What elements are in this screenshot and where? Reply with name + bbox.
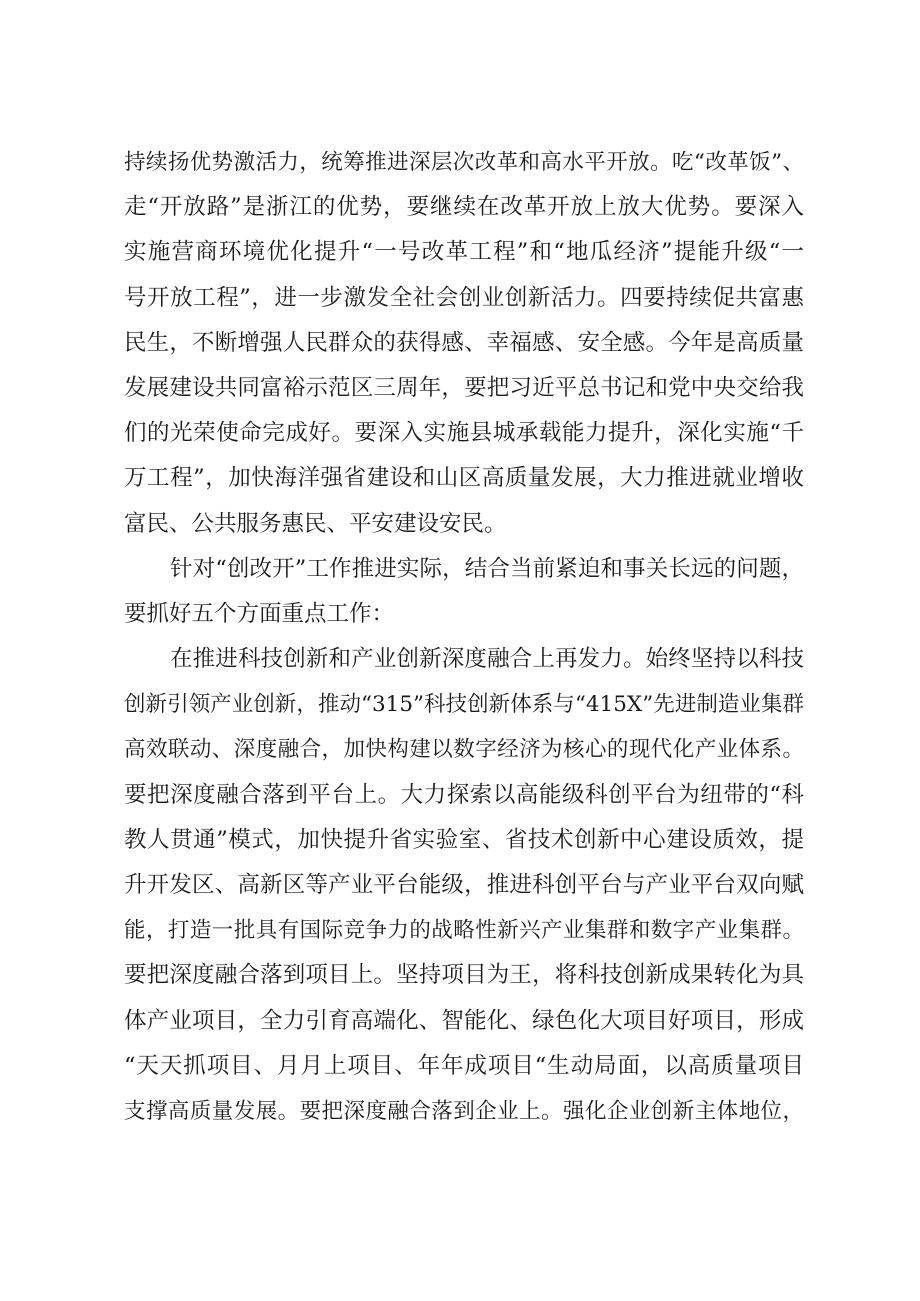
text-line: 创新引领产业创新，推动“315”科技创新体系与“415X”先进制造业集群 [124,692,804,718]
text-line: 教人贯通”模式，加快提升省实验室、省技术创新中心建设质效，提 [124,826,804,853]
text-line: 支撑高质量发展。要把深度融合落到企业上。强化企业创新主体地位， [124,1098,804,1124]
text-line: “天天抓项目、月月上项目、年年成项目“生动局面，以高质量项目 [124,1052,804,1079]
text-line: 能，打造一批具有国际竞争力的战略性新兴产业集群和数字产业集群。 [124,918,804,944]
text-line: 走“开放路”是浙江的优势，要继续在改革开放上放大优势。要深入 [124,194,804,221]
text-line: 体产业项目，全力引育高端化、智能化、绿色化大项目好项目，形成 [124,1007,804,1034]
text-line: 在推进科技创新和产业创新深度融合上再发力。始终坚持以科技 [170,646,804,673]
text-line: 持续扬优势激活力，统筹推进深层次改革和高水平开放。吃“改革饭”、 [124,150,804,175]
text-line: 万工程”，加快海洋强省建设和山区高质量发展，大力推进就业增收 [124,465,804,492]
text-line: 升开发区、高新区等产业平台能级，推进科创平台与产业平台双向赋 [124,872,804,898]
text-line: 富民、公共服务惠民、平安建设安民。 [124,510,507,537]
text-line: 民生，不断增强人民群众的获得感、幸福感、安全感。今年是高质量 [124,329,804,356]
text-line: 要把深度融合落到平台上。大力探索以高能级科创平台为纽带的“科 [124,781,804,808]
text-line: 发展建设共同富裕示范区三周年，要把习近平总书记和党中央交给我 [124,374,804,401]
text-line: 们的光荣使命完成好。要深入实施县城承载能力提升，深化实施“千 [124,420,804,447]
body-text [124,140,804,1134]
text-line: 针对“创改开”工作推进实际，结合当前紧迫和事关长远的问题， [170,555,804,582]
text-line: 号开放工程”，进一步激发全社会创业创新活力。四要持续促共富惠 [124,284,804,311]
text-line: 实施营商环境优化提升“一号改革工程”和“地瓜经济”提能升级“一 [124,239,804,266]
text-line: 要把深度融合落到项目上。坚持项目为王，将科技创新成果转化为具 [124,962,804,989]
text-line: 高效联动、深度融合，加快构建以数字经济为核心的现代化产业体系。 [124,737,804,763]
text-line: 要抓好五个方面重点工作： [124,600,395,627]
